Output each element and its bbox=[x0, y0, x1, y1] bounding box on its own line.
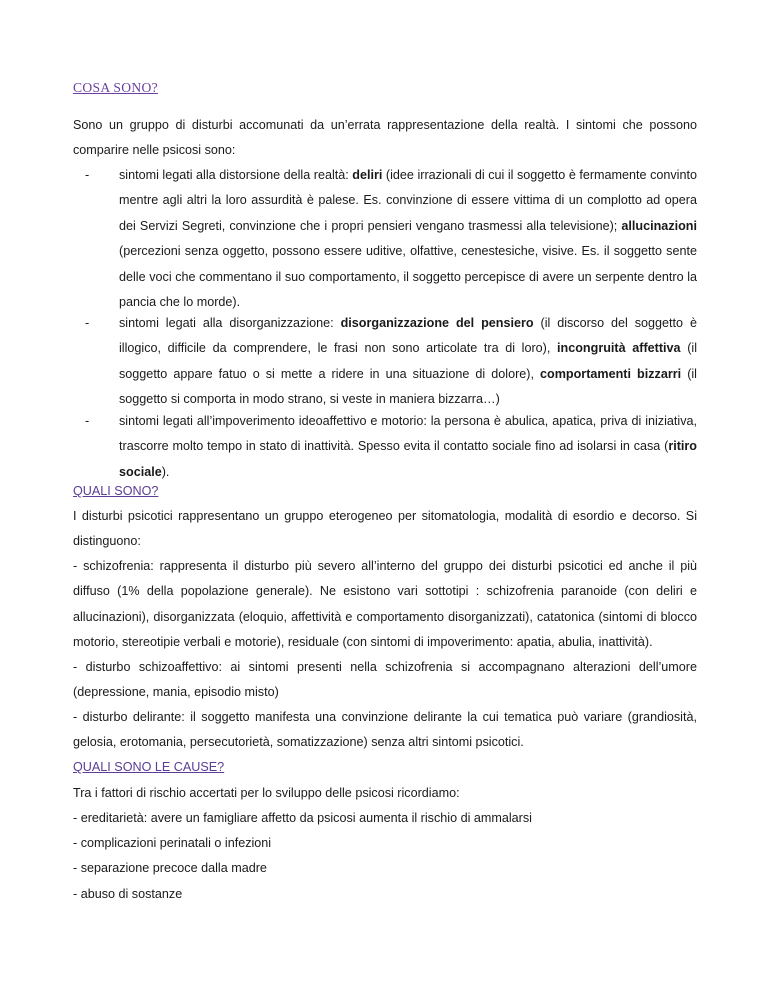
bold-term-comportamenti: comportamenti bizzarri bbox=[540, 366, 682, 381]
paragraph: I disturbi psicotici rappresentano un gruppo eterogeneo per sitomatologia, modalità di esordio e decorso. Si distinguono: bbox=[73, 509, 697, 549]
section-heading-cosa-sono[interactable]: COSA SONO? bbox=[73, 80, 158, 95]
list-dash: - bbox=[85, 316, 90, 330]
bold-term-incongruita: incongruità affettiva bbox=[557, 341, 681, 356]
list-dash: - bbox=[85, 168, 90, 182]
bold-term-ritiro-sociale: ritiro sociale bbox=[119, 439, 697, 479]
list-item-text: sintomi legati alla disorganizzazione: disorganizzazione del pensiero (il discorso del soggetto è illogico, difficile da comprendere, le frasi non sono articolate tra di loro), incongruità affettiva (il soggetto appare fatuo o si mette a ridere in una situazione di dolore), comportamenti bizzarri (il soggetto si comporta in modo strano, si veste in maniera bizzarra…) bbox=[119, 316, 698, 407]
paragraph: Tra i fattori di rischio accertati per lo sviluppo delle psicosi ricordiamo: bbox=[73, 786, 460, 800]
list-item-text: sintomi legati alla distorsione della realtà: deliri (idee irrazionali di cui il soggetto è fermamente convinto mentre agli altri la loro assurdità è palese. Es. convinzione di essere vittima di un complotto ad opera dei Servizi Segreti, convinzione che i propri pensieri vengano trasmessi alla televisione); allucinazioni (percezioni senza oggetto, possono essere uditive, olfattive, cenestesiche, visive. Es. il soggetto sente delle voci che commentano il suo comportamento, il soggetto percepisce di avere un serpente dentro la pancia che lo morde). bbox=[119, 168, 697, 310]
list-item: - separazione precoce dalla madre bbox=[73, 861, 267, 875]
list-item-text: sintomi legati all’impoverimento ideoaffettivo e motorio: la persona è abulica, apatica, priva di iniziativa, trascorre molto tempo in stato di inattività. Spesso evita il contatto sociale fino ad isolarsi in casa (ritiro sociale). bbox=[119, 414, 697, 479]
list-item: - complicazioni perinatali o infezioni bbox=[73, 836, 272, 850]
bold-term-allucinazioni: allucinazioni bbox=[621, 218, 697, 233]
intro-paragraph: Sono un gruppo di disturbi accomunati da un’errata rappresentazione della realtà. I sintomi che possono comparire nelle psicosi sono: bbox=[73, 118, 697, 158]
section-heading-cause[interactable]: QUALI SONO LE CAUSE? bbox=[73, 760, 225, 774]
list-item: - ereditarietà: avere un famigliare affetto da psicosi aumenta il rischio di ammalarsi bbox=[73, 811, 532, 825]
paragraph: - disturbo delirante: il soggetto manifesta una convinzione delirante la cui tematica può variare (grandiosità, gelosia, erotomania, persecutorietà, somatizzazione) senza altri sintomi psicotici. bbox=[73, 710, 697, 750]
bold-term-disorganizzazione: disorganizzazione del pensiero bbox=[340, 316, 534, 330]
list-item: - abuso di sostanze bbox=[73, 887, 183, 901]
section-heading-quali-sono[interactable]: QUALI SONO? bbox=[73, 484, 159, 498]
list-dash: - bbox=[85, 414, 90, 428]
paragraph: - schizofrenia: rappresenta il disturbo più severo all’interno del gruppo dei disturbi psicotici ed anche il più diffuso (1% della popolazione generale). Ne esistono vari sottotipi : schizofrenia paranoide (con deliri e allucinazioni), disorganizzata (eloquio, affettività e comportamento disorganizzati), catatonica (sintomi di blocco motorio, stereotipie verbali e motorie), residuale (con sintomi di impoverimento: apatia, abulia, inattività). bbox=[73, 559, 697, 650]
paragraph: - disturbo schizoaffettivo: ai sintomi presenti nella schizofrenia si accompagnano alterazioni dell’umore (depressione, mania, episodio misto) bbox=[73, 660, 697, 700]
bold-term-deliri: deliri bbox=[352, 168, 383, 182]
